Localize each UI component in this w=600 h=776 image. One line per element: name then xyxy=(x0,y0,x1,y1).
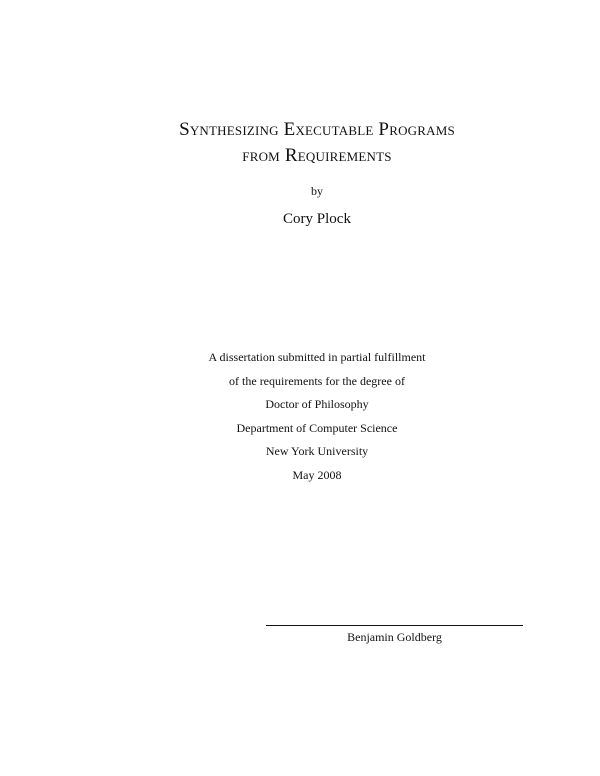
title-line-2: from Requirements xyxy=(242,145,392,166)
degree-line-submission: A dissertation submitted in partial fulfillment xyxy=(208,350,426,364)
by-label: by xyxy=(311,184,323,198)
degree-line-degree: Doctor of Philosophy xyxy=(265,397,369,412)
degree-statement xyxy=(0,346,600,488)
degree-line-date: May 2008 xyxy=(292,467,342,482)
degree-line-requirements: of the requirements for the degree of xyxy=(229,373,405,388)
degree-line-university: New York University xyxy=(265,444,369,459)
dissertation-title xyxy=(0,117,600,169)
degree-line-department: Department of Computer Science xyxy=(236,420,398,435)
author-name: Cory Plock xyxy=(283,211,351,227)
signature-line xyxy=(266,625,523,626)
title-line-1: Synthesizing Executable Programs xyxy=(179,119,455,140)
advisor-name: Benjamin Goldberg xyxy=(347,630,442,644)
